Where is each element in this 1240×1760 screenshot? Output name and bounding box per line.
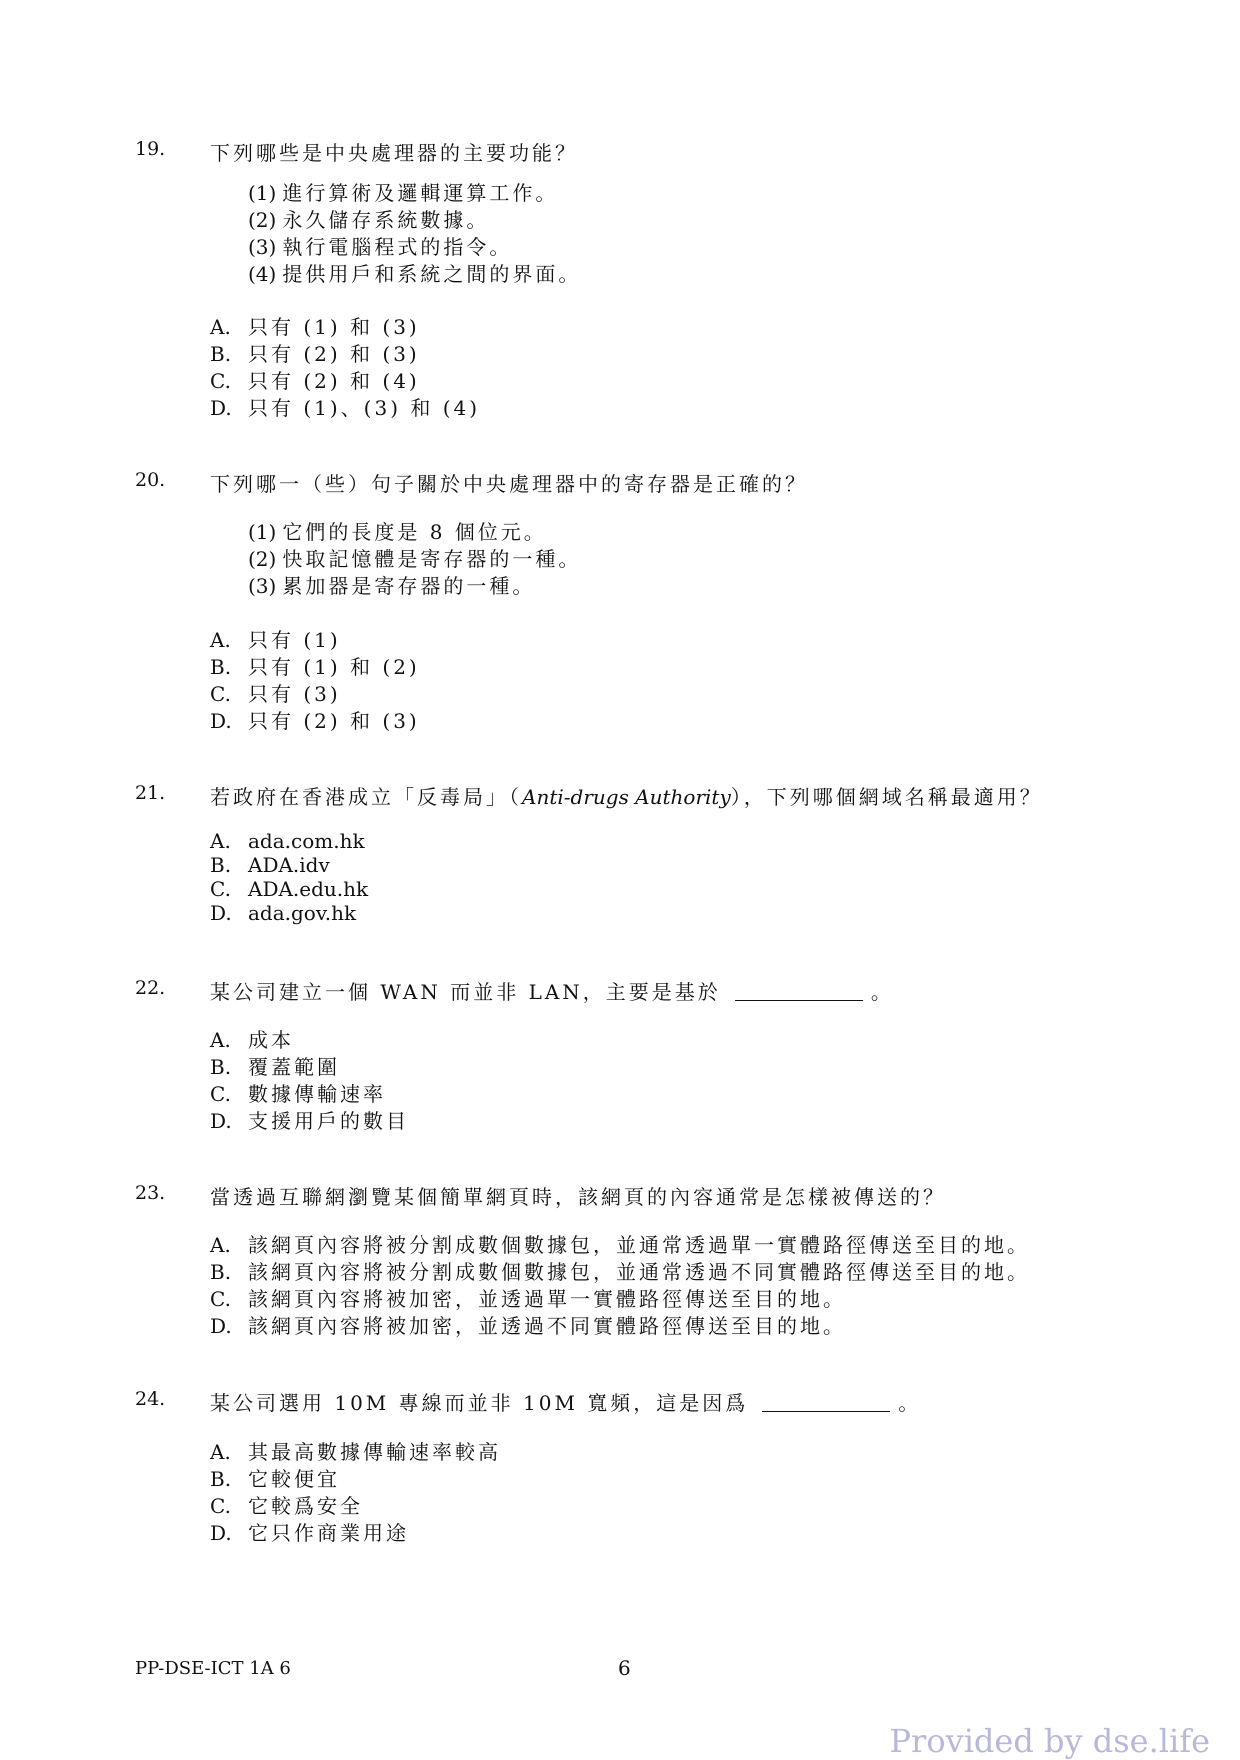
option-a: A. 該網頁內容將被分割成數個數據包，並通常透過單一實體路徑傳送至目的地。: [210, 1233, 1030, 1257]
question-number: 22.: [135, 977, 166, 999]
question-number: 23.: [135, 1182, 166, 1204]
watermark: Provided by dse.life: [889, 1722, 1210, 1760]
option-a: A. 只有 (1) 和 (3): [210, 315, 420, 339]
question-text: 若政府在香港成立「反毒局」（Anti-drugs Authority），下列哪個網域名稱最適用？: [210, 785, 1043, 809]
option-a: A. 其最高數據傳輸速率較高: [210, 1440, 501, 1464]
statement: (2) 永久儲存系統數據。: [248, 208, 490, 232]
option-d: D. 只有 (1)、(3) 和 (4): [210, 396, 481, 420]
question-text: 當透過互聯網瀏覽某個簡單網頁時，該網頁的內容通常是怎樣被傳送的？: [210, 1185, 946, 1209]
option-b: B. 只有 (2) 和 (3): [210, 342, 420, 366]
statement: (3) 執行電腦程式的指令。: [248, 235, 513, 259]
option-b: B. ADA.idv: [210, 853, 330, 877]
option-d: D. ada.gov.hk: [210, 901, 357, 925]
option-b: B. 該網頁內容將被分割成數個數據包，並通常透過不同實體路徑傳送至目的地。: [210, 1260, 1030, 1284]
option-b: B. 只有 (1) 和 (2): [210, 655, 420, 679]
option-a: A. ada.com.hk: [210, 829, 365, 853]
option-c: C. ADA.edu.hk: [210, 877, 369, 901]
option-b: B. 覆蓋範圍: [210, 1055, 340, 1079]
option-a: A. 只有 (1): [210, 628, 341, 652]
statement: (1) 進行算術及邏輯運算工作。: [248, 181, 559, 205]
answer-blank: [735, 982, 863, 1001]
question-text: 某公司選用 10M 專線而並非 10M 寬頻，這是因爲 。: [210, 1391, 922, 1415]
question-text: 下列哪些是中央處理器的主要功能？: [210, 141, 578, 165]
statement: (4) 提供用戶和系統之間的界面。: [248, 262, 582, 286]
question-number: 19.: [135, 138, 166, 160]
question-number: 21.: [135, 782, 166, 804]
statement: (2) 快取記憶體是寄存器的一種。: [248, 547, 582, 571]
option-d: D. 該網頁內容將被加密，並透過不同實體路徑傳送至目的地。: [210, 1314, 846, 1338]
option-d: D. 只有 (2) 和 (3): [210, 709, 420, 733]
question-number: 24.: [135, 1388, 166, 1410]
option-a: A. 成本: [210, 1028, 294, 1052]
option-b: B. 它較便宜: [210, 1467, 340, 1491]
option-c: C. 數據傳輸速率: [210, 1082, 386, 1106]
option-d: D. 它只作商業用途: [210, 1521, 409, 1545]
answer-blank: [762, 1393, 890, 1412]
option-c: C. 該網頁內容將被加密，並透過單一實體路徑傳送至目的地。: [210, 1287, 846, 1311]
statement: (3) 累加器是寄存器的一種。: [248, 574, 536, 598]
option-d: D. 支援用戶的數目: [210, 1109, 409, 1133]
question-text: 某公司建立一個 WAN 而並非 LAN，主要是基於 。: [210, 980, 894, 1004]
option-c: C. 只有 (3): [210, 682, 341, 706]
statement: (1) 它們的長度是 8 個位元。: [248, 520, 547, 544]
question-text: 下列哪一（些）句子關於中央處理器中的寄存器是正確的？: [210, 472, 808, 496]
option-c: C. 它較爲安全: [210, 1494, 363, 1518]
option-c: C. 只有 (2) 和 (4): [210, 369, 420, 393]
paper-code: PP-DSE-ICT 1A 6: [135, 1658, 291, 1679]
page-number: 6: [618, 1656, 631, 1680]
question-number: 20.: [135, 469, 166, 491]
